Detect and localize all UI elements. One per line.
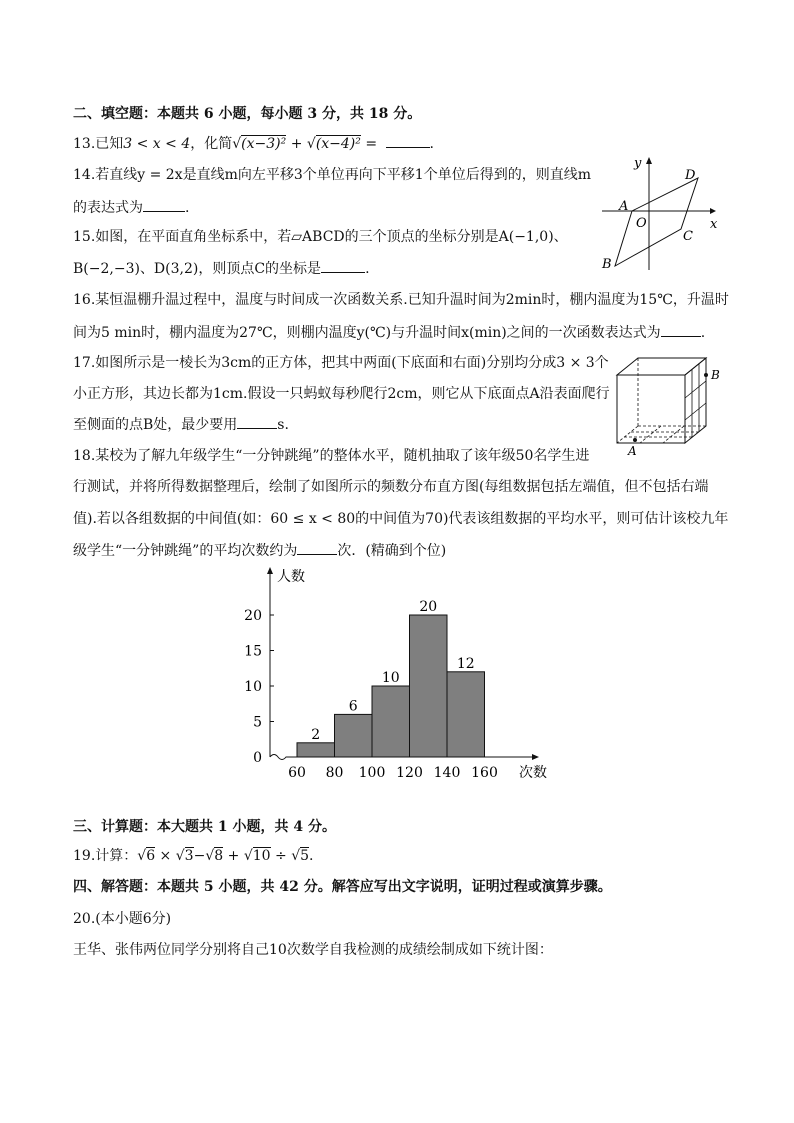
y-tick-label: 15 xyxy=(244,643,262,660)
histogram-bar xyxy=(447,672,485,757)
answer-blank xyxy=(386,133,430,148)
parallelogram-figure xyxy=(600,152,730,274)
y-tick-label: 20 xyxy=(244,608,262,624)
label-b: B xyxy=(602,257,612,272)
q13-expr1: (x−3)² xyxy=(241,136,287,152)
sqrt-icon: √ xyxy=(137,848,147,864)
x-axis-label: 次数 xyxy=(519,765,547,781)
sqrt-icon: √ xyxy=(291,848,301,864)
bottom-grid-line xyxy=(640,426,661,443)
label-b: B xyxy=(711,368,720,382)
bar-value-label: 10 xyxy=(381,670,400,686)
sqrt-icon: √ xyxy=(306,136,316,152)
question-17-line2: 小正方形，其边长都为1cm.假设一只蚂蚁每秒爬行2cm，则它从下底面点A沿表面爬行 xyxy=(73,386,610,402)
x-tick-label: 140 xyxy=(433,765,461,781)
q13-condition: 3 < x < 4 xyxy=(123,136,191,152)
y-tick-label: 10 xyxy=(244,679,262,695)
question-18-line3: 值).若以各组数据的中间值(如：60 ≤ x < 80的中间值为70)代表该组数据的平均水平，则可估计该校九年 xyxy=(73,511,729,527)
y-axis-arrow-icon xyxy=(267,567,273,574)
answer-blank xyxy=(237,414,277,429)
bar-value-label: 6 xyxy=(348,698,358,715)
histogram-bar xyxy=(297,743,335,757)
label-a: A xyxy=(628,444,637,458)
y-axis-arrow-icon xyxy=(646,157,652,164)
question-19: 19.计算：√6 × √3−√8 + √10 ÷ √5. xyxy=(73,848,314,864)
sqrt-icon: √ xyxy=(175,848,185,864)
x-axis-arrow-icon xyxy=(710,208,716,214)
histogram-bar xyxy=(410,615,448,757)
axis-break-icon xyxy=(270,755,297,760)
q13-number: 13. xyxy=(73,136,96,152)
question-13: 13.已知3 < x < 4，化简√(x−3)² + √(x−4)² = . xyxy=(73,133,434,154)
label-x: x xyxy=(710,217,718,232)
point-b xyxy=(704,373,708,377)
y-axis-label: 人数 xyxy=(277,569,305,585)
answer-blank xyxy=(143,197,185,212)
question-17-line3: 至侧面的点B处，最少要用 s. xyxy=(73,414,289,435)
bar-value-label: 20 xyxy=(419,599,438,615)
section-4-header: 四、解答题：本题共 5 小题，共 42 分。解答应写出文字说明，证明过程或演算步骤。 xyxy=(73,879,612,895)
histogram-bar xyxy=(372,686,410,757)
cube-front-face xyxy=(617,375,685,443)
cube-top-face xyxy=(617,358,706,375)
right-grid-line xyxy=(685,381,706,398)
bottom-grid-line xyxy=(663,426,684,443)
question-16-line2: 间为5 min时，棚内温度为27℃，则棚内温度y(℃)与升温时间x(min)之间的一次函数表达式为 . xyxy=(73,322,705,343)
right-grid-line xyxy=(685,403,706,420)
bar-value-label: 2 xyxy=(311,726,321,743)
x-tick-label: 80 xyxy=(325,765,344,781)
sqrt-icon: √ xyxy=(232,136,242,152)
label-y: y xyxy=(634,156,642,171)
histogram-bar xyxy=(335,714,373,757)
x-axis-arrow-icon xyxy=(532,754,539,760)
question-20-title: 20.(本小题6分) xyxy=(73,911,172,927)
answer-blank xyxy=(661,322,701,337)
label-a: A xyxy=(619,199,629,214)
question-18-line4: 级学生“一分钟跳绳”的平均次数约为 次．(精确到个位) xyxy=(73,540,446,561)
question-18-line2: 行测试，并将所得数据整理后，绘制了如图所示的频数分布直方图(每组数据包括左端值，但不包括右端 xyxy=(73,479,709,495)
q13-expr2: (x−4)² xyxy=(315,136,361,152)
bar-value-label: 12 xyxy=(456,655,475,672)
sqrt-icon: √ xyxy=(243,848,253,864)
answer-blank xyxy=(321,258,365,273)
x-tick-label: 100 xyxy=(358,765,386,781)
cube-figure xyxy=(612,352,732,458)
label-d: D xyxy=(685,168,696,183)
label-o: O xyxy=(636,216,647,231)
section-2-header: 二、填空题：本题共 6 小题，每小题 3 分，共 18 分。 xyxy=(73,106,422,122)
question-15-line2: B(−2,−3)、D(3,2)，则顶点C的坐标是 . xyxy=(73,258,370,279)
question-16: 16.某恒温棚升温过程中，温度与时间成一次函数关系.已知升温时间为2min时，棚内温度为15℃，升温时 xyxy=(73,292,729,308)
y-tick-label: 5 xyxy=(253,714,262,731)
x-tick-label: 160 xyxy=(471,765,498,781)
section-3-header: 三、计算题：本大题共 1 小题，共 4 分。 xyxy=(73,819,336,835)
sqrt-icon: √ xyxy=(205,848,215,864)
x-tick-label: 60 xyxy=(288,765,306,781)
question-14: 14.若直线y = 2x是直线m向左平移3个单位再向下平移1个单位后得到的，则直线m xyxy=(73,167,591,183)
label-c: C xyxy=(683,229,693,244)
question-17: 17.如图所示是一棱长为3cm的正方体，把其中两面(下底面和右面)分别均分成3 × 3个 xyxy=(73,355,609,371)
question-20-line1: 王华、张伟两位同学分别将自己10次数学自我检测的成绩绘制成如下统计图： xyxy=(73,942,553,958)
question-14-line2: 的表达式为 . xyxy=(73,197,189,218)
histogram-chart xyxy=(240,560,560,785)
answer-blank xyxy=(297,540,337,555)
x-tick-label: 120 xyxy=(396,765,423,781)
question-18: 18.某校为了解九年级学生“一分钟跳绳”的整体水平，随机抽取了该年级50名学生进 xyxy=(73,448,590,464)
y-tick-label: 0 xyxy=(253,750,262,766)
question-15: 15.如图，在平面直角坐标系中，若▱ABCD的三个顶点的坐标分别是A(−1,0)、 xyxy=(73,229,568,245)
point-a xyxy=(633,438,637,442)
parallelogram-abcd xyxy=(615,178,698,266)
cube-right-face xyxy=(685,358,706,443)
